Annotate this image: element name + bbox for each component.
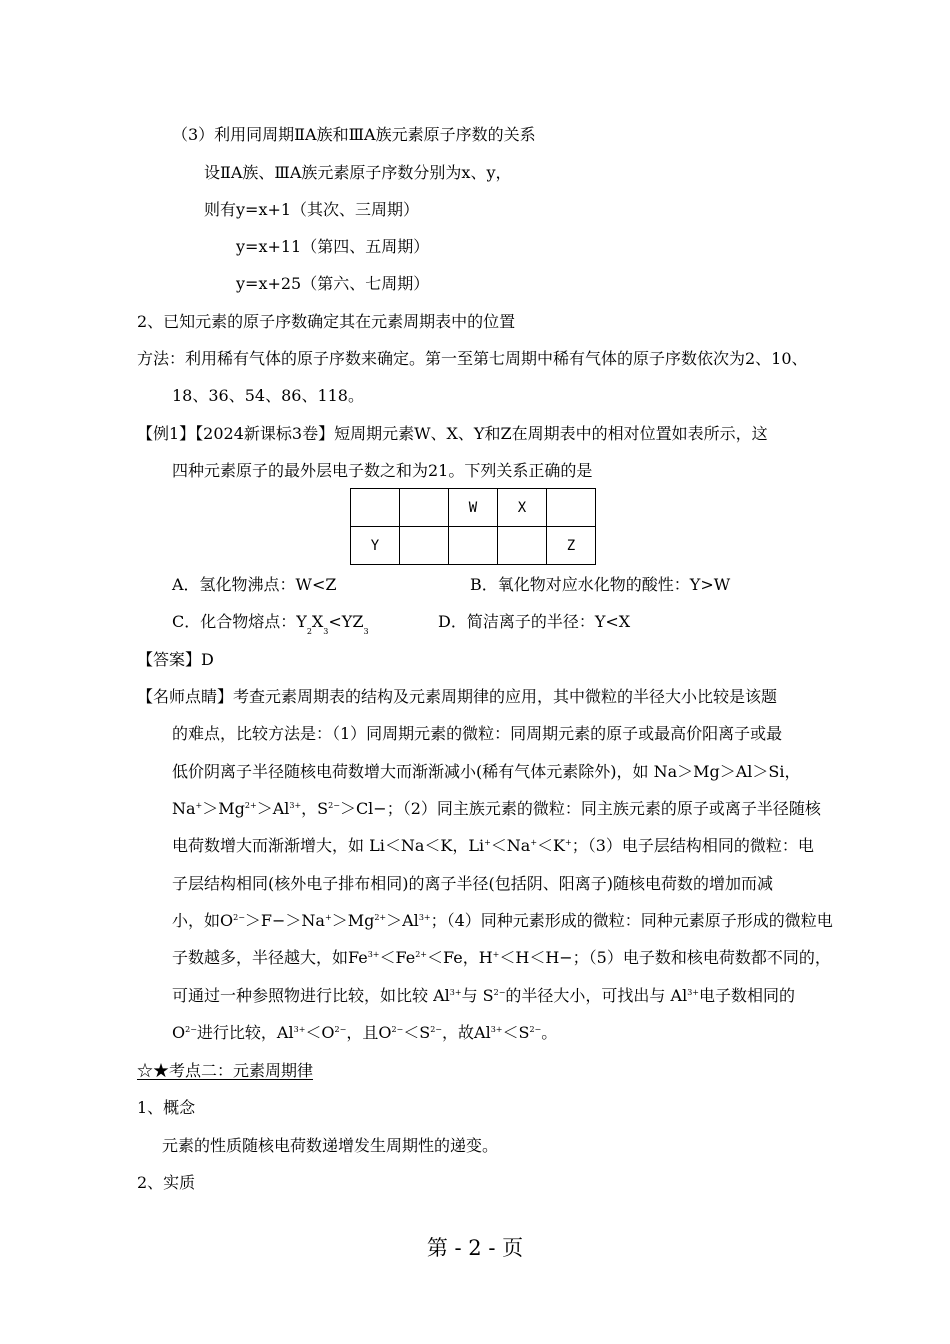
option-a: A．氢化物沸点：W<Z xyxy=(172,575,337,594)
option-c-text: <YZ xyxy=(328,612,364,631)
superscript: 3+ xyxy=(367,950,380,959)
note-text: 子数越多，半径越大，如Fe xyxy=(172,948,368,967)
superscript: 2− xyxy=(233,913,245,922)
answer-line: 【答案】D xyxy=(137,650,214,669)
superscript: 3+ xyxy=(490,1025,503,1034)
subscript: 3 xyxy=(363,627,369,636)
line-formula-2: y=x+11（第四、五周期） xyxy=(236,237,430,256)
page-number: 第 - 2 - 页 xyxy=(426,1236,524,1260)
note-line-1: 【名师点睛】考查元素周期表的结构及元素周期律的应用，其中微粒的半径大小比较是该题 xyxy=(137,687,778,706)
subheading-concept: 1、概念 xyxy=(137,1098,196,1117)
line-define-xy: 设ⅡA族、ⅢA族元素原子序数分别为x、y， xyxy=(204,163,512,182)
section-title: ☆★考点二：元素周期律 xyxy=(137,1061,314,1080)
superscript: 3+ xyxy=(687,988,699,997)
superscript: 3+ xyxy=(293,1025,306,1034)
note-line-8 xyxy=(172,948,831,968)
superscript: 3+ xyxy=(449,988,462,997)
note-text: ＜Fe，H xyxy=(427,948,493,967)
note-text: ＞Cl−；（2）同主族元素的微粒：同主族元素的原子或离子半径随核 xyxy=(339,799,821,818)
superscript: 3+ xyxy=(418,913,431,922)
periodic-position-table xyxy=(350,488,596,565)
note-text: 。 xyxy=(541,1023,558,1042)
superscript: + xyxy=(492,950,500,959)
example-1-title: 【例1】【2024新课标3卷】短周期元素W、X、Y和Z在周期表中的相对位置如表所示，这 xyxy=(137,424,768,443)
option-c xyxy=(172,612,369,636)
note-text: ，故Al xyxy=(442,1023,491,1042)
superscript: 2− xyxy=(185,1025,197,1034)
table-cell: Y xyxy=(351,527,400,565)
line-formula-1: 则有y=x+1（其次、三周期） xyxy=(204,200,420,219)
concept-body: 元素的性质随核电荷数递增发生周期性的递变。 xyxy=(162,1136,499,1155)
heading-position: 2、已知元素的原子序数确定其在元素周期表中的位置 xyxy=(137,312,516,331)
subscript: 3 xyxy=(323,627,329,636)
note-text: ＞Al xyxy=(256,799,290,818)
note-text: ＞F−＞Na xyxy=(244,911,325,930)
note-line-3: 低价阴离子半径随核电荷数增大而渐渐减小(稀有气体元素除外)，如 Na＞Mg＞Al＞Si， xyxy=(172,762,801,781)
superscript: 2+ xyxy=(415,950,427,959)
superscript: 3+ xyxy=(289,801,302,810)
note-text: 小，如O xyxy=(172,911,234,930)
table-cell: W xyxy=(449,489,498,527)
superscript: 2+ xyxy=(244,801,257,810)
note-text: ＜S xyxy=(502,1023,530,1042)
superscript: + xyxy=(195,801,203,810)
superscript: 2− xyxy=(334,1025,347,1034)
table-row xyxy=(351,489,596,527)
note-text: ＜Fe xyxy=(379,948,416,967)
superscript: 2+ xyxy=(374,913,387,922)
superscript: 2− xyxy=(493,988,506,997)
superscript: + xyxy=(484,838,491,847)
option-b: B．氧化物对应水化物的酸性：Y>W xyxy=(470,575,731,594)
table-cell: Z xyxy=(547,527,596,565)
table-cell: X xyxy=(498,489,547,527)
superscript: 2− xyxy=(430,1025,443,1034)
table-row xyxy=(351,527,596,565)
line-method-cont: 18、36、54、86、118。 xyxy=(172,386,364,405)
table-cell xyxy=(547,489,596,527)
superscript: 2− xyxy=(391,1025,404,1034)
option-c-text: C．化合物熔点：Y xyxy=(172,612,307,631)
subheading-essence: 2、实质 xyxy=(137,1173,196,1192)
example-1-question: 四种元素原子的最外层电子数之和为21。下列关系正确的是 xyxy=(172,461,593,480)
note-line-4 xyxy=(172,799,821,819)
table-cell xyxy=(498,527,547,565)
subscript: 2 xyxy=(306,627,312,636)
table-cell xyxy=(400,489,449,527)
note-text: ＞Al xyxy=(386,911,419,930)
note-text: ＜O xyxy=(305,1023,335,1042)
note-text: ，S xyxy=(301,799,329,818)
note-text: ，且O xyxy=(346,1023,392,1042)
note-text: ；（3）电子层结构相同的微粒：电 xyxy=(571,836,814,855)
note-line-5 xyxy=(172,836,814,856)
note-text: 电荷数增大而渐渐增大，如 Li＜Na＜K，Li xyxy=(172,836,485,855)
note-line-7 xyxy=(172,911,833,931)
note-line-10 xyxy=(172,1023,557,1043)
note-text: 可通过一种参照物进行比较，如比较 Al xyxy=(172,986,450,1005)
note-text: ＞Mg xyxy=(331,911,375,930)
note-line-6: 子层结构相同(核外电子排布相同)的离子半径(包括阴、阳离子)随核电荷数的增加而减 xyxy=(172,874,773,893)
superscript: + xyxy=(530,838,538,847)
note-text: ＞Mg xyxy=(202,799,245,818)
table-cell xyxy=(400,527,449,565)
note-text: 电子数相同的 xyxy=(698,986,795,1005)
note-text: 进行比较，Al xyxy=(196,1023,294,1042)
note-text: ；（4）同种元素形成的微粒：同种元素原子形成的微粒电 xyxy=(430,911,833,930)
note-text: Na xyxy=(172,799,196,818)
superscript: + xyxy=(565,838,572,847)
note-text: 的半径大小，可找出与 Al xyxy=(505,986,688,1005)
note-line-9 xyxy=(172,986,795,1006)
line-method: 方法：利用稀有气体的原子序数来确定。第一至第七周期中稀有气体的原子序数依次为2、10、 xyxy=(137,349,808,368)
table-cell xyxy=(449,527,498,565)
note-line-2: 的难点，比较方法是：（1）同周期元素的微粒：同周期元素的原子或最高价阳离子或最 xyxy=(172,724,783,743)
note-text: 与 S xyxy=(461,986,494,1005)
option-c-text: X xyxy=(311,612,324,631)
note-text: ＜H＜H−；（5）电子数和核电荷数都不同的， xyxy=(499,948,831,967)
line-formula-3: y=x+25（第六、七周期） xyxy=(236,274,430,293)
note-text: ＜K xyxy=(537,836,565,855)
note-text: ＜Na xyxy=(490,836,531,855)
note-text: O xyxy=(172,1023,186,1042)
superscript: 2− xyxy=(328,801,340,810)
superscript: 2− xyxy=(529,1025,542,1034)
note-text: ＜S xyxy=(403,1023,431,1042)
superscript: + xyxy=(324,913,332,922)
option-d: D．简洁离子的半径：Y<X xyxy=(438,612,631,631)
table-cell xyxy=(351,489,400,527)
line-rule-3: （3）利用同周期ⅡA族和ⅢA族元素原子序数的关系 xyxy=(172,125,536,144)
